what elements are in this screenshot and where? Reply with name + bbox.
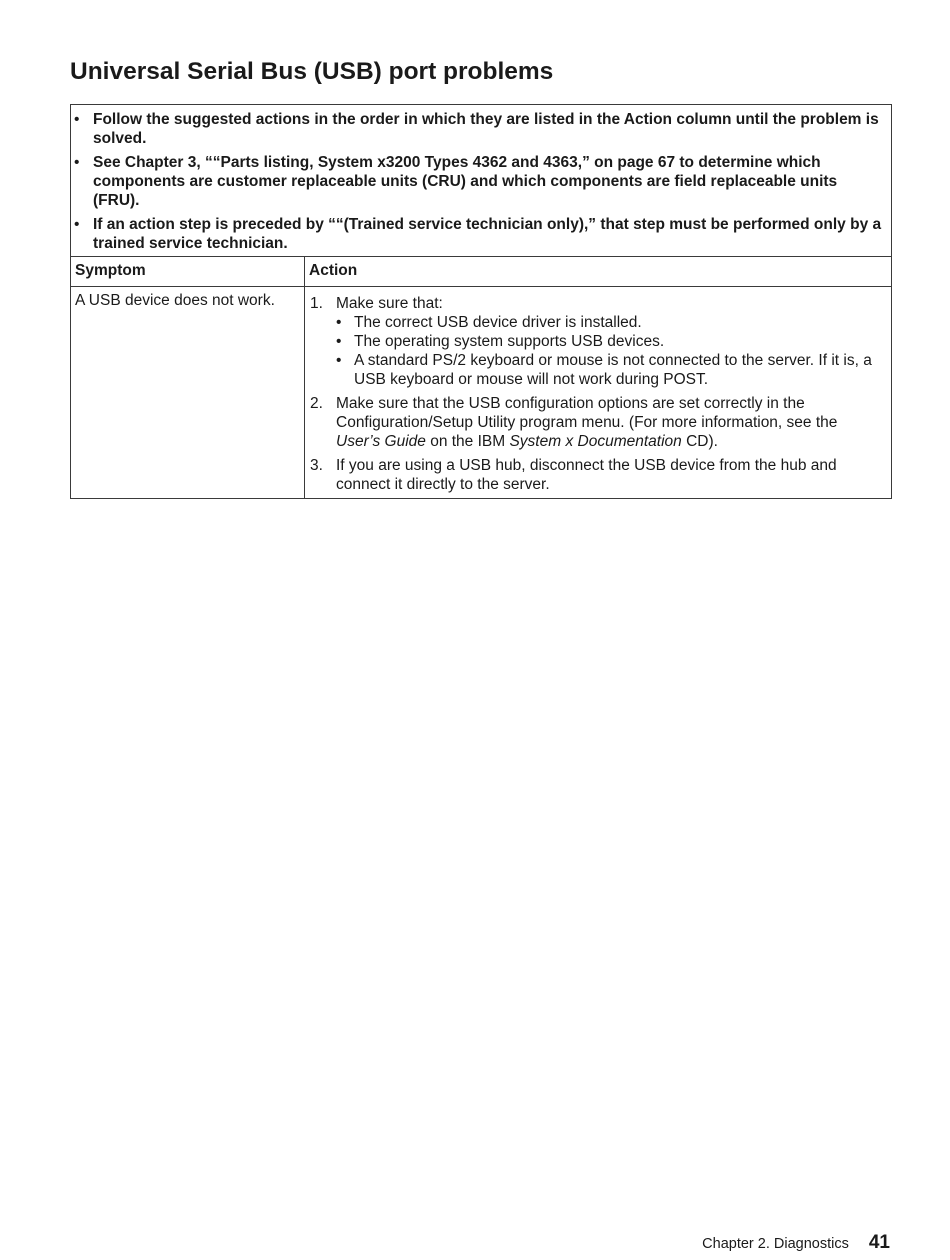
sub-item-text: The operating system supports USB devices. (354, 333, 665, 350)
symptom-cell: A USB device does not work. (71, 287, 305, 499)
notes-row (71, 105, 892, 257)
step-number: 3. (310, 457, 323, 474)
step-text: on the IBM (425, 433, 510, 450)
sub-item-text: The correct USB device driver is installed. (354, 314, 642, 331)
notes-list (74, 110, 884, 253)
bullet-icon: • (336, 314, 342, 331)
sub-item-text: A standard PS/2 keyboard or mouse is not connected to the server. If it is, a USB keyboard or mouse will not work during POST. (354, 352, 872, 388)
step-number: 1. (310, 295, 323, 312)
symptom-header: Symptom (71, 257, 305, 287)
note-text: See Chapter 3, ““Parts listing, System x3200 Types 4362 and 4363,” on page 67 to determine which components are customer replaceable units (CRU) and which components are field replaceable units (FRU). (93, 154, 838, 209)
troubleshooting-table (70, 104, 892, 499)
bullet-icon: • (74, 111, 80, 128)
step-text: Make sure that the USB configuration options are set correctly in the Configuration/Setup Utility program menu. (For more information, see the (336, 395, 838, 431)
bullet-icon: • (336, 333, 342, 350)
notes-cell (71, 105, 892, 257)
step-text: Make sure that: (336, 295, 443, 312)
note-text: Follow the suggested actions in the order in which they are listed in the Action column until the problem is solved. (93, 111, 879, 147)
bullet-icon: • (74, 216, 80, 233)
bullet-icon: • (336, 352, 342, 369)
sub-item (336, 332, 881, 351)
users-guide-title: User’s Guide (336, 433, 426, 450)
header-row (71, 257, 892, 287)
note-item (74, 110, 884, 148)
note-text: If an action step is preceded by ““(Trained service technician only),” that step must be performed only by a trained service technician. (93, 216, 882, 252)
table-row (71, 287, 892, 499)
page-title: Universal Serial Bus (USB) port problems (70, 58, 554, 85)
step-text: CD). (681, 433, 718, 450)
page-number: 41 (868, 1232, 890, 1253)
action-cell (305, 287, 892, 499)
step-text: If you are using a USB hub, disconnect the USB device from the hub and connect it directly to the server. (336, 457, 837, 493)
action-step (310, 394, 881, 451)
step-sublist (336, 313, 881, 389)
chapter-label: Chapter 2. Diagnostics (702, 1236, 849, 1252)
sub-item (336, 351, 881, 389)
page-footer (702, 1232, 890, 1254)
action-step (310, 456, 881, 494)
bullet-icon: • (74, 154, 80, 171)
note-item (74, 153, 884, 210)
documentation-title: System x Documentation (509, 433, 682, 450)
sub-item (336, 313, 881, 332)
action-header: Action (305, 257, 892, 287)
action-steps (310, 294, 881, 494)
step-number: 2. (310, 395, 323, 412)
note-item (74, 215, 884, 253)
action-step (310, 294, 881, 389)
